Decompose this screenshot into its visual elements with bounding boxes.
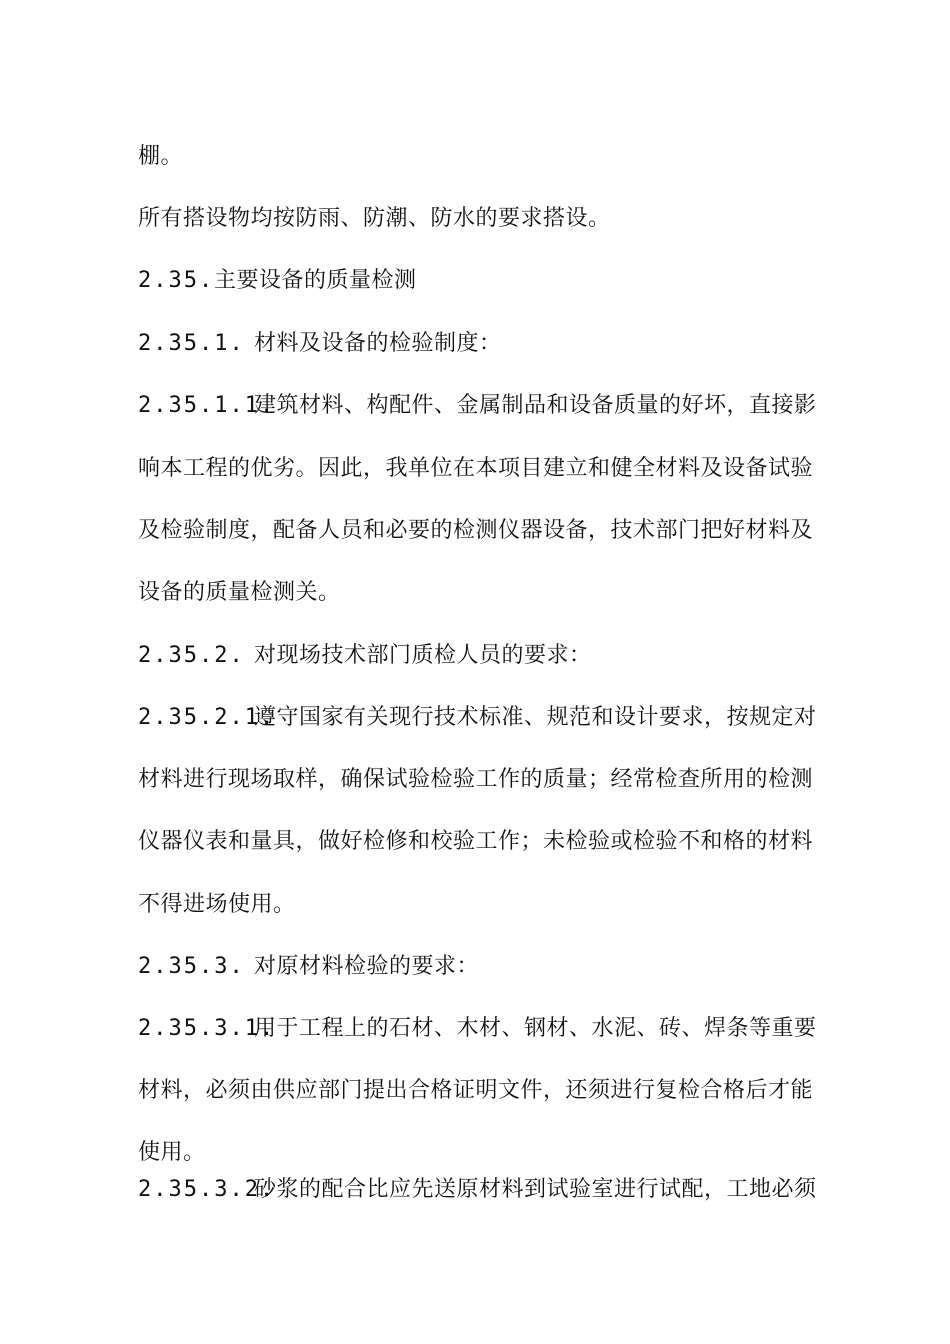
section-title: 主要设备的质量检测 <box>214 268 417 293</box>
subsection-heading <box>138 953 479 981</box>
line-text: 棚。 <box>138 144 184 169</box>
subsection-heading <box>138 642 592 670</box>
line-text: 所有搭设物均按防雨、防潮、防水的要求搭设。 <box>138 206 611 231</box>
paragraph-line <box>138 455 813 483</box>
section-number: 2.35.2. <box>138 643 245 668</box>
section-heading <box>138 267 417 295</box>
paragraph-line <box>138 205 611 233</box>
paragraph-line <box>138 891 296 919</box>
paragraph-line <box>138 579 341 607</box>
line-text: 材料，必须由供应部门提出合格证明文件，还须进行复检合格后才能 <box>138 1078 814 1103</box>
subsection-heading <box>138 330 502 358</box>
line-text: 设备的质量检测关。 <box>138 580 341 605</box>
section-title: 材料及设备的检验制度： <box>254 331 502 356</box>
line-text: 遵守国家有关现行技术标准、规范和设计要求，按规定对 <box>254 705 817 730</box>
clause-number: 2.35.2.1. <box>138 705 276 730</box>
line-text: 建筑材料、构配件、金属制品和设备质量的好坏，直接影 <box>254 393 817 418</box>
line-text: 响本工程的优劣。因此，我单位在本项目建立和健全材料及设备试验 <box>138 456 814 481</box>
clause-number: 2.35.3.2. <box>138 1177 276 1202</box>
clause-line <box>138 1015 817 1043</box>
section-title: 对现场技术部门质检人员的要求： <box>254 643 592 668</box>
section-number: 2.35.3. <box>138 954 245 979</box>
line-text: 材料进行现场取样，确保试验检验工作的质量；经常检查所用的检测 <box>138 767 814 792</box>
paragraph-line <box>138 1139 206 1167</box>
clause-number: 2.35.3.1. <box>138 1016 276 1041</box>
section-title: 对原材料检验的要求： <box>254 954 480 979</box>
clause-number: 2.35.1.1. <box>138 393 276 418</box>
clause-line <box>138 704 817 732</box>
line-text: 不得进场使用。 <box>138 892 296 917</box>
paragraph-line <box>138 1077 813 1105</box>
paragraph-line <box>138 828 813 856</box>
line-text: 砂浆的配合比应先送原材料到试验室进行试配，工地必须 <box>254 1177 817 1202</box>
clause-line <box>138 1176 817 1204</box>
paragraph-line <box>138 517 813 545</box>
line-text: 及检验制度，配备人员和必要的检测仪器设备，技术部门把好材料及 <box>138 518 814 543</box>
paragraph-line <box>138 143 183 171</box>
line-text: 仪器仪表和量具，做好检修和校验工作；未检验或检验不和格的材料 <box>138 829 814 854</box>
line-text: 使用。 <box>138 1140 206 1165</box>
line-text: 用于工程上的石材、木材、钢材、水泥、砖、焊条等重要 <box>254 1016 817 1041</box>
paragraph-line <box>138 766 813 794</box>
section-number: 2.35.1. <box>138 331 245 356</box>
clause-line <box>138 392 817 420</box>
section-number: 2.35. <box>138 268 215 293</box>
